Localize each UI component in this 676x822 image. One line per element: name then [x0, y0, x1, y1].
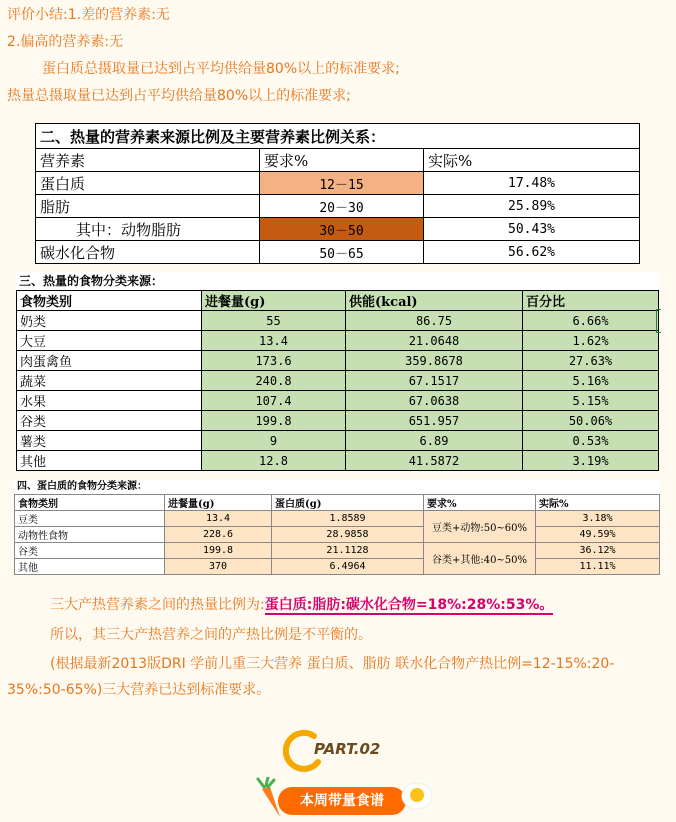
header-protein: 蛋白质(g) [272, 495, 424, 511]
food-category: 其他 [17, 451, 202, 471]
actual-value: 56.62% [424, 241, 640, 264]
energy-source-ratio-table [35, 123, 640, 264]
actual-value: 25.89% [424, 195, 640, 218]
header-percent: 百分比 [523, 291, 659, 311]
table-row [17, 311, 659, 331]
banner-label: 本周带量食谱 [278, 787, 406, 815]
header-food-category: 食物类别 [15, 495, 165, 511]
food-category: 豆类 [15, 511, 165, 527]
summary-line-4: 热量总摄取量已达到占平均供给量80%以上的标准要求; [7, 88, 351, 104]
table-row [36, 172, 640, 195]
percent-value: 5.15% [523, 391, 659, 411]
table-caption: 三、热量的食物分类来源： [19, 274, 164, 288]
required-value: 12－15 [260, 172, 424, 195]
energy-value: 359.8678 [346, 351, 523, 371]
protein-value: 28.9858 [272, 527, 424, 543]
table-row [17, 351, 659, 371]
cell-cursor [656, 309, 661, 333]
egg-icon [400, 779, 434, 813]
header-required: 要求% [260, 149, 424, 172]
food-category: 谷类 [17, 411, 202, 431]
table-row [36, 241, 640, 264]
food-category: 蔬菜 [17, 371, 202, 391]
food-category: 大豆 [17, 331, 202, 351]
actual-value: 3.18% [536, 511, 660, 527]
nutrient-name: 其中：动物脂肪 [36, 218, 260, 241]
protein-value: 6.4964 [272, 559, 424, 575]
summary-line-2: 2.偏高的营养素:无 [7, 34, 124, 50]
food-category: 谷类 [15, 543, 165, 559]
header-actual: 实际% [424, 149, 640, 172]
protein-food-source-section [14, 480, 660, 575]
percent-value: 3.19% [523, 451, 659, 471]
percent-value: 27.63% [523, 351, 659, 371]
table-row [15, 559, 660, 575]
energy-food-source-section [16, 272, 659, 471]
food-category: 动物性食物 [15, 527, 165, 543]
balance-conclusion: 所以，其三大产热营养之间的产热比例是不平衡的。 [50, 627, 372, 643]
table-row [15, 543, 660, 559]
table-caption: 四、蛋白质的食物分类来源： [17, 481, 147, 492]
table-row [17, 411, 659, 431]
ratio-summary [50, 592, 553, 618]
intake-value: 199.8 [165, 543, 272, 559]
required-value: 20－30 [260, 195, 424, 218]
required-value: 50－65 [260, 241, 424, 264]
header-nutrient: 营养素 [36, 149, 260, 172]
intake-value: 173.6 [202, 351, 346, 371]
energy-value: 67.0638 [346, 391, 523, 411]
recipe-banner [250, 777, 435, 819]
actual-value: 50.43% [424, 218, 640, 241]
required-value: 30－50 [260, 218, 424, 241]
energy-value: 21.0648 [346, 331, 523, 351]
food-category: 其他 [15, 559, 165, 575]
intake-value: 370 [165, 559, 272, 575]
header-intake: 进餐量(g) [202, 291, 346, 311]
percent-value: 0.53% [523, 431, 659, 451]
energy-value: 67.1517 [346, 371, 523, 391]
table-row [15, 527, 660, 543]
percent-value: 5.16% [523, 371, 659, 391]
summary-line-1: 评价小结:1.差的营养素:无 [7, 7, 170, 23]
header-food-category: 食物类别 [17, 291, 202, 311]
energy-food-source-table [16, 290, 659, 471]
table-row [36, 195, 640, 218]
intake-value: 240.8 [202, 371, 346, 391]
nutrient-name: 脂肪 [36, 195, 260, 218]
food-category: 奶类 [17, 311, 202, 331]
table-row [17, 391, 659, 411]
protein-value: 21.1128 [272, 543, 424, 559]
table-row [17, 451, 659, 471]
protein-value: 1.8589 [272, 511, 424, 527]
actual-value: 17.48% [424, 172, 640, 195]
protein-food-source-table [14, 494, 660, 575]
intake-value: 13.4 [202, 331, 346, 351]
table-row [15, 511, 660, 527]
actual-value: 11.11% [536, 559, 660, 575]
required-range: 谷类+其他:40~50% [424, 543, 536, 575]
intake-value: 228.6 [165, 527, 272, 543]
dri-reference-note: (根据最新2013版DRI 学前儿重三大营养 蛋白质、脂肪 联水化合物产热比例=12-15%:20-35%:50-65%)三大营养已达到标准要求。 [7, 656, 615, 698]
table-title: 二、热量的营养素来源比例及主要营养素比例关系： [36, 124, 640, 149]
food-category: 水果 [17, 391, 202, 411]
header-intake: 进餐量(g) [165, 495, 272, 511]
food-category: 薯类 [17, 431, 202, 451]
table-row [17, 331, 659, 351]
intake-value: 55 [202, 311, 346, 331]
intake-value: 12.8 [202, 451, 346, 471]
part-label: PART.02 [314, 740, 381, 758]
table-row [36, 218, 640, 241]
part-badge [282, 728, 402, 772]
energy-value: 41.5872 [346, 451, 523, 471]
summary-line-3: 蛋白质总摄取量已达到占平均供给量80%以上的标准要求; [42, 61, 400, 77]
energy-value: 6.89 [346, 431, 523, 451]
header-energy: 供能(kcal) [346, 291, 523, 311]
actual-value: 36.12% [536, 543, 660, 559]
table-row [17, 431, 659, 451]
intake-value: 199.8 [202, 411, 346, 431]
percent-value: 50.06% [523, 411, 659, 431]
percent-value: 6.66% [523, 311, 659, 331]
percent-value: 1.62% [523, 331, 659, 351]
intake-value: 107.4 [202, 391, 346, 411]
actual-value: 49.59% [536, 527, 660, 543]
energy-value: 86.75 [346, 311, 523, 331]
header-actual: 实际% [536, 495, 660, 511]
header-required: 要求% [424, 495, 536, 511]
ratio-highlight: 蛋白质:脂肪:碳水化合物=18%:28%:53%。 [264, 597, 554, 613]
energy-value: 651.957 [346, 411, 523, 431]
nutrient-name: 碳水化合物 [36, 241, 260, 264]
required-range: 豆类+动物:50~60% [424, 511, 536, 543]
intake-value: 9 [202, 431, 346, 451]
table-row [17, 371, 659, 391]
ratio-summary-prefix: 三大产热营养素之间的热量比例为: [50, 597, 265, 613]
food-category: 肉蛋禽鱼 [17, 351, 202, 371]
nutrient-name: 蛋白质 [36, 172, 260, 195]
intake-value: 13.4 [165, 511, 272, 527]
